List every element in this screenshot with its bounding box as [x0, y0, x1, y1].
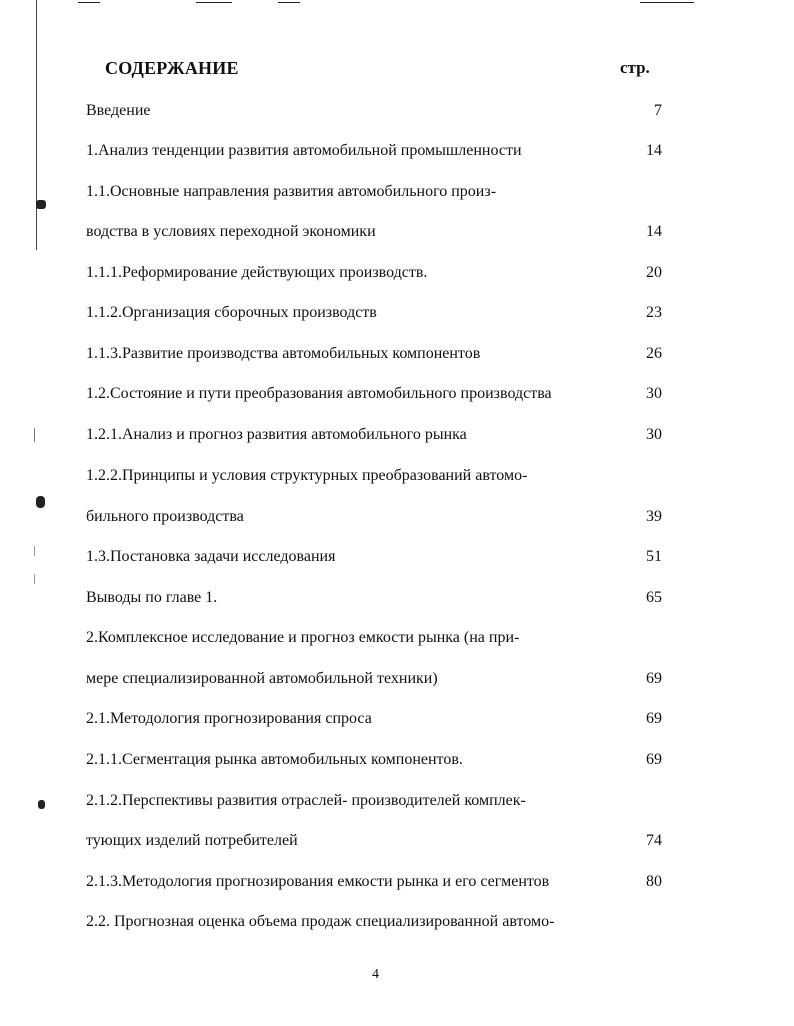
toc-entry-text: бильного производства: [86, 508, 244, 525]
toc-entry: [86, 181, 666, 203]
toc-entry-page: 51: [646, 548, 662, 565]
toc-entry-text: 2.Комплексное исследование и прогноз емкости рынка (на при-: [86, 629, 520, 646]
toc-entry-text: 2.1.Методология прогнозирования спроса: [86, 710, 372, 727]
toc-entry-text: мере специализированной автомобильной техники): [86, 670, 438, 687]
toc-entry: [86, 587, 666, 609]
toc-entry: [86, 790, 666, 812]
toc-entry-page: 69: [646, 710, 662, 727]
toc-entry-text: 1.1.Основные направления развития автомобильного произ-: [86, 183, 497, 200]
toc-entry-page: 80: [646, 873, 662, 890]
toc-entry-page: 69: [646, 751, 662, 768]
toc-entry: [86, 506, 666, 528]
scan-line-top-2: [196, 2, 232, 3]
toc-entry-text: 1.2.1.Анализ и прогноз развития автомобильного рынка: [86, 426, 467, 443]
toc-entry: [86, 140, 666, 162]
scan-tick-3: [34, 574, 35, 584]
page-number: 4: [372, 967, 379, 982]
toc-entry-text: 1.1.3.Развитие производства автомобильных компонентов: [86, 345, 481, 362]
toc-entry-text: 2.1.1.Сегментация рынка автомобильных компонентов.: [86, 751, 463, 768]
toc-entry-page: 30: [646, 385, 662, 402]
toc-entry: [86, 383, 666, 405]
toc-entry: [86, 465, 666, 487]
scan-line-top-3: [278, 2, 300, 3]
page-column-label: стр.: [620, 58, 650, 77]
toc-entry-text: 1.1.1.Реформирование действующих производств.: [86, 264, 428, 281]
toc-entry: [86, 424, 666, 446]
toc-entry-text: 1.1.2.Организация сборочных производств: [86, 304, 377, 321]
scan-tick-1: [34, 428, 35, 442]
scan-line-top-1: [78, 2, 100, 3]
scan-blot-2: [36, 496, 45, 508]
toc-entry-page: 14: [646, 223, 662, 240]
toc-entry-page: 20: [646, 264, 662, 281]
toc-entry: [86, 749, 666, 771]
toc-entry: [86, 627, 666, 649]
toc-entry-text: водства в условиях переходной экономики: [86, 223, 376, 240]
toc-entry-page: 65: [646, 589, 662, 606]
toc-entry: [86, 100, 666, 122]
toc-entry: [86, 221, 666, 243]
scan-blot-3: [38, 800, 45, 809]
toc-entry: [86, 343, 666, 365]
toc-entry-text: 1.2.Состояние и пути преобразования автомобильного производства: [86, 385, 552, 402]
scan-blot-1: [36, 200, 46, 209]
toc-entry: [86, 546, 666, 568]
toc-entry-page: 69: [646, 670, 662, 687]
toc-entry: [86, 708, 666, 730]
toc-entry-page: 26: [646, 345, 662, 362]
toc-entry-page: 30: [646, 426, 662, 443]
toc-entry-page: 7: [654, 102, 662, 119]
scan-edge-left: [36, 0, 37, 250]
toc-entry: [86, 668, 666, 690]
toc-entry-text: Введение: [86, 102, 151, 119]
toc-entry: [86, 871, 666, 893]
toc-entry-page: 74: [646, 832, 662, 849]
toc-entry-text: 2.1.3.Методология прогнозирования емкости рынка и его сегментов: [86, 873, 550, 890]
toc-entry-text: 2.1.2.Перспективы развития отраслей- производителей комплек-: [86, 792, 526, 809]
toc-entry-page: 14: [646, 142, 662, 159]
toc-entry-text: тующих изделий потребителей: [86, 832, 298, 849]
toc-entry: [86, 911, 666, 933]
scan-tick-2: [34, 546, 35, 556]
toc-entry-text: 2.2. Прогнозная оценка объема продаж специализированной автомо-: [86, 913, 555, 930]
toc-entry-text: 1.Анализ тенденции развития автомобильной промышленности: [86, 142, 522, 159]
toc-entry: [86, 302, 666, 324]
toc-entry-text: Выводы по главе 1.: [86, 589, 218, 606]
contents-heading: СОДЕРЖАНИЕ: [105, 58, 239, 78]
toc-entry: [86, 830, 666, 852]
toc-entry-page: 39: [646, 508, 662, 525]
scan-line-top-4: [640, 2, 694, 3]
toc-entry: [86, 262, 666, 284]
toc-entry-text: 1.3.Постановка задачи исследования: [86, 548, 336, 565]
toc-entry-page: 23: [646, 304, 662, 321]
toc-entry-text: 1.2.2.Принципы и условия структурных преобразований автомо-: [86, 467, 528, 484]
